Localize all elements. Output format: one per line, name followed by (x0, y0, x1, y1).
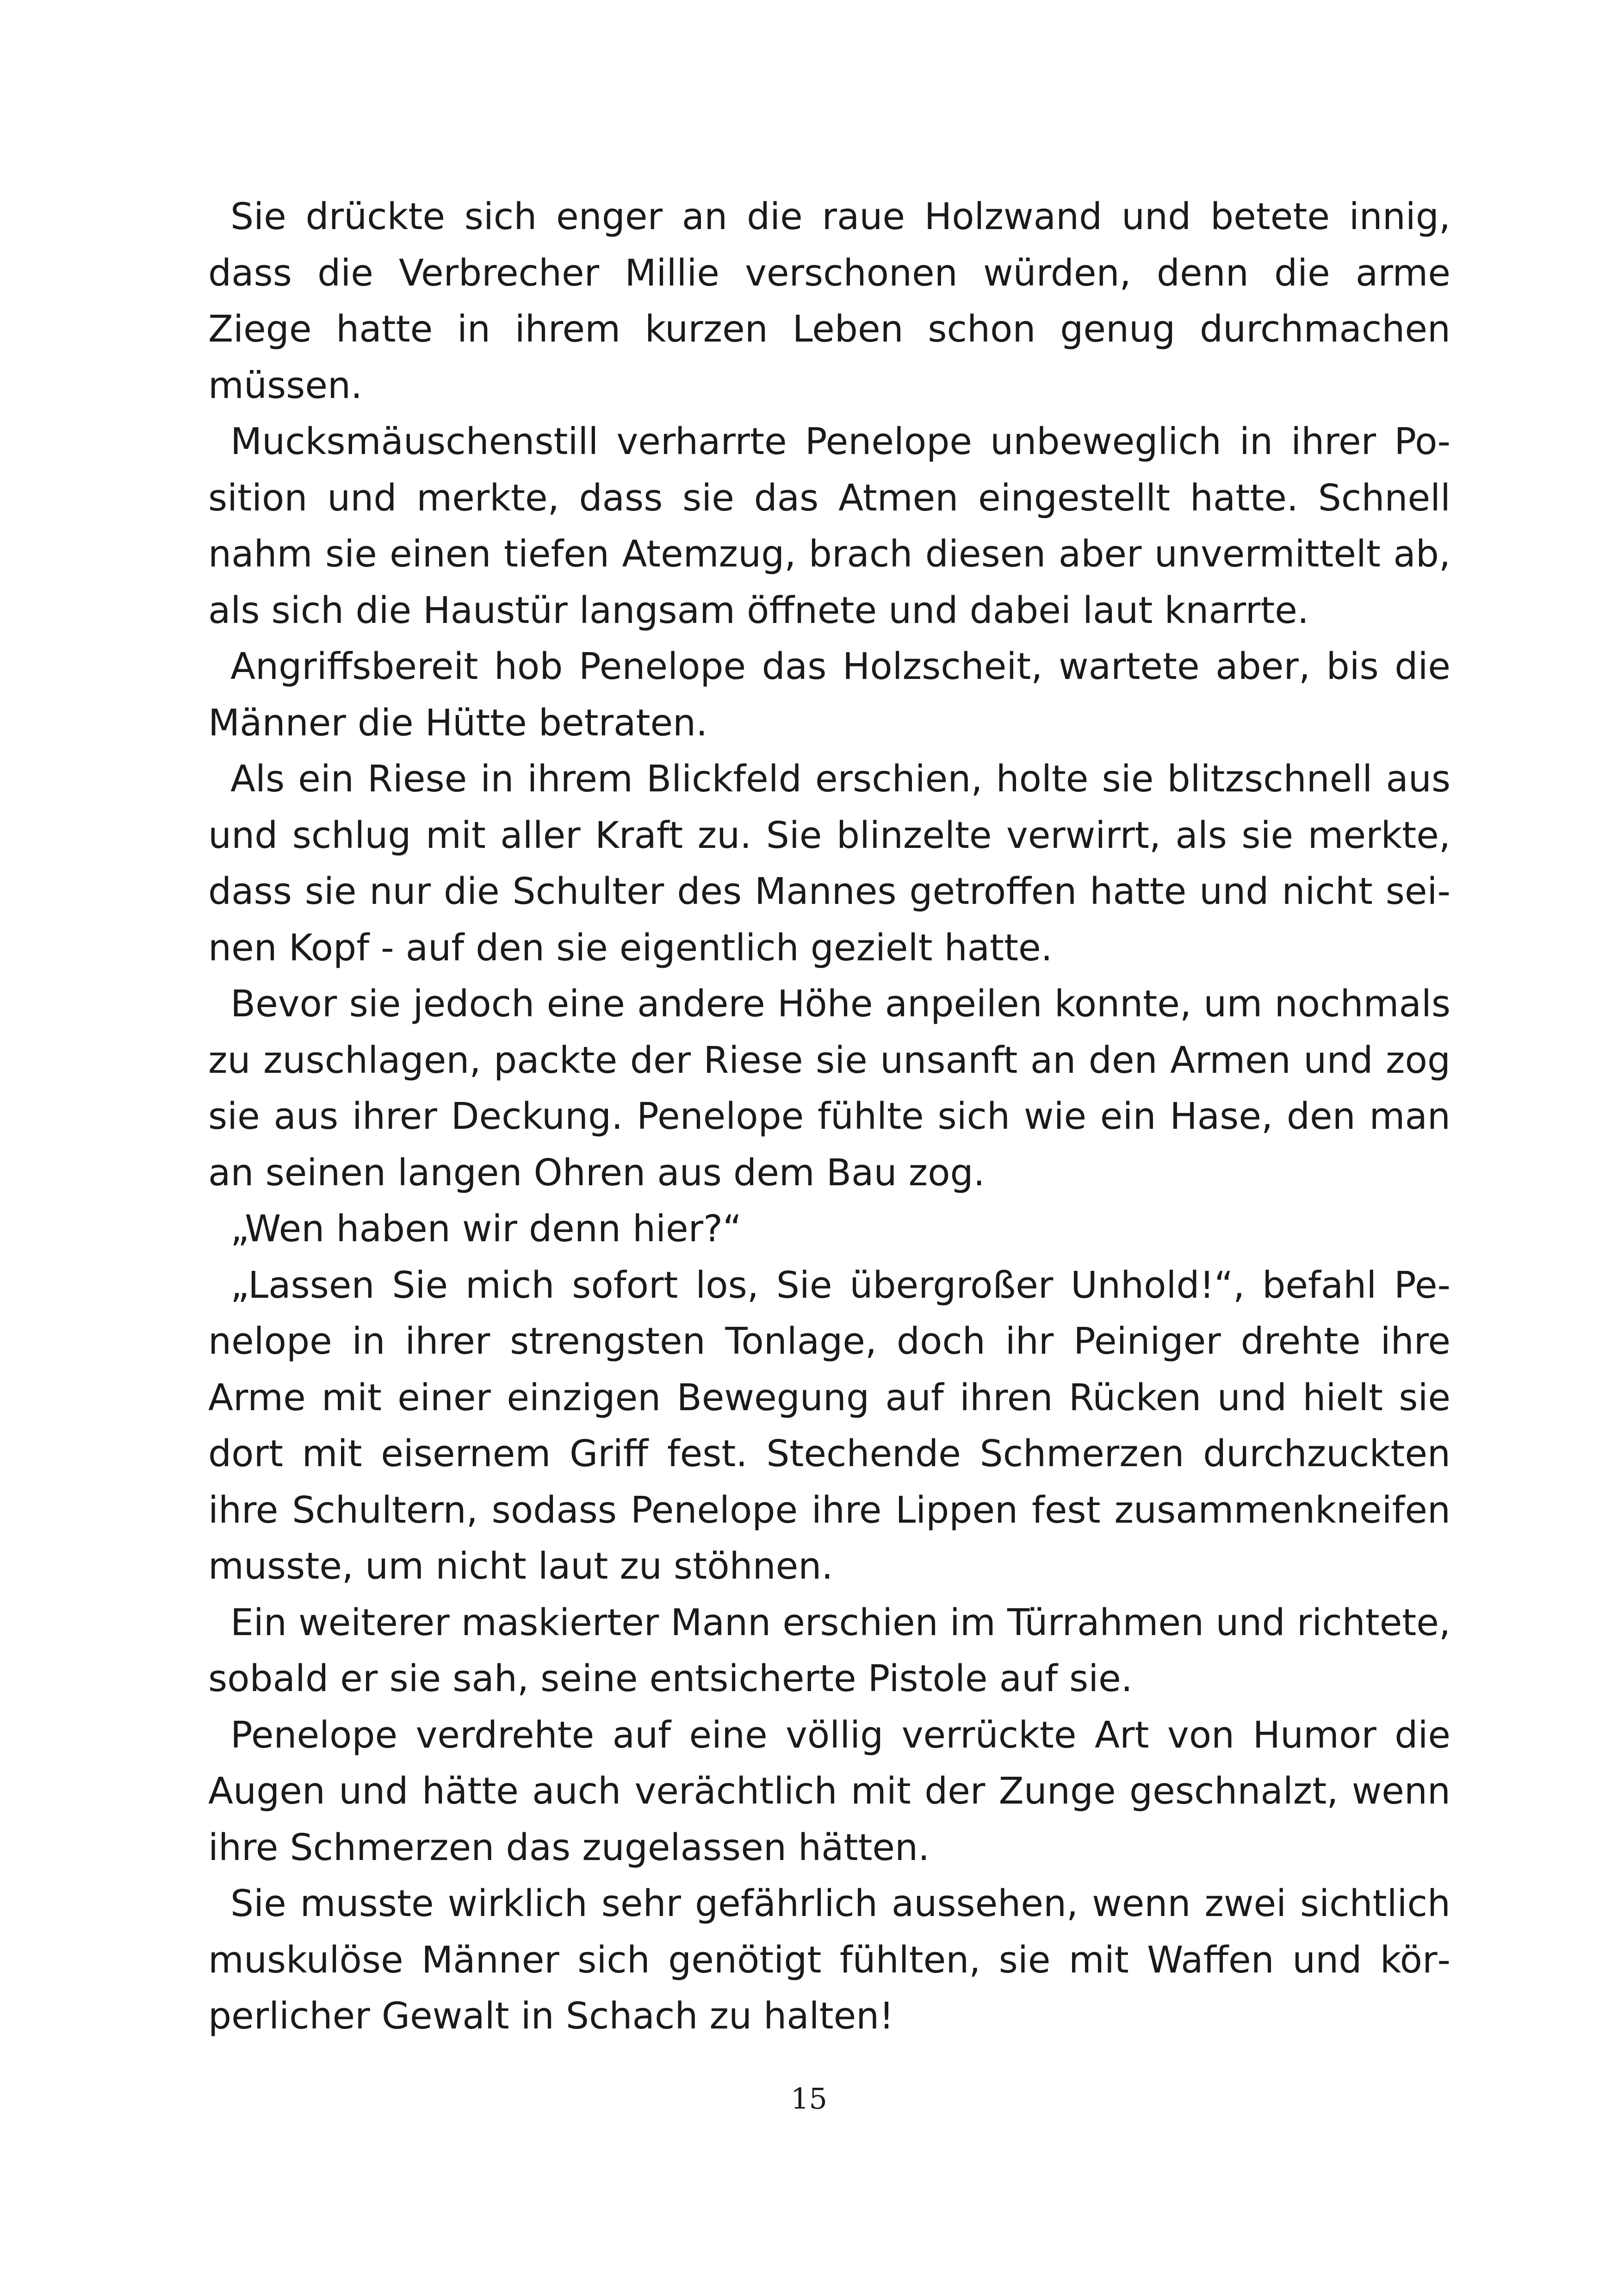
paragraph: Sie musste wirklich sehr gefährlich aussehen, wenn zwei sichtlich muskulöse Männer sich genötigt fühlten, sie mit Waffen und körperlicher Gewalt in Schach zu halten! (208, 1882, 1451, 2037)
paragraph: Mucksmäuschenstill verharrte Penelope unbeweglich in ihrer Position und merkte, dass sie das Atmen eingestellt hatte. Schnell nahm sie einen tiefen Atemzug, brach diesen aber unvermittelt ab, als sich die Haustür langsam öffnete und dabei laut knarrte. (208, 420, 1451, 632)
paragraph: Penelope verdrehte auf eine völlig verrückte Art von Humor die Augen und hätte auch verächtlich mit der Zunge geschnalzt, wenn ihre Schmerzen das zugelassen hätten. (208, 1713, 1451, 1869)
paragraph: Ein weiterer maskierter Mann erschien im Türrahmen und richtete, sobald er sie sah, seine entsicherte Pistole auf sie. (208, 1601, 1451, 1700)
paragraph: Bevor sie jedoch eine andere Höhe anpeilen konnte, um nochmals zu zuschlagen, packte der Riese sie unsanft an den Armen und zog sie aus ihrer Deckung. Penelope fühlte sich wie ein Hase, den man an seinen langen Ohren aus dem Bau zog. (208, 983, 1451, 1194)
paragraph: Sie drückte sich enger an die raue Holzwand und betete innig, dass die Verbrecher Millie verschonen würden, denn die arme Ziege hatte in ihrem kurzen Leben schon genug durchmachen müssen. (208, 195, 1451, 407)
paragraph: „Wen haben wir denn hier?“ (230, 1207, 742, 1250)
paragraph: „Lassen Sie mich sofort los, Sie übergroßer Unhold!“, befahl Penelope in ihrer strengsten Tonlage, doch ihr Peiniger drehte ihre Arme mit einer einzigen Bewegung auf ihren Rücken und hielt sie dort mit eisernem Griff fest. Stechende Schmerzen durchzuckten ihre Schultern, sodass Penelope ihre Lippen fest zusammenkneifen musste, um nicht laut zu stöhnen. (208, 1263, 1451, 1587)
page-number: 15 (791, 2082, 827, 2116)
paragraph: Als ein Riese in ihrem Blickfeld erschien, holte sie blitzschnell aus und schlug mit aller Kraft zu. Sie blinzelte verwirrt, als sie merkte, dass sie nur die Schulter des Mannes getroffen hatte und nicht seinen Kopf - auf den sie eigentlich gezielt hatte. (208, 758, 1451, 969)
body-text (208, 189, 1451, 2045)
paragraph: Angriffsbereit hob Penelope das Holzscheit, wartete aber, bis die Männer die Hütte betraten. (208, 645, 1451, 744)
